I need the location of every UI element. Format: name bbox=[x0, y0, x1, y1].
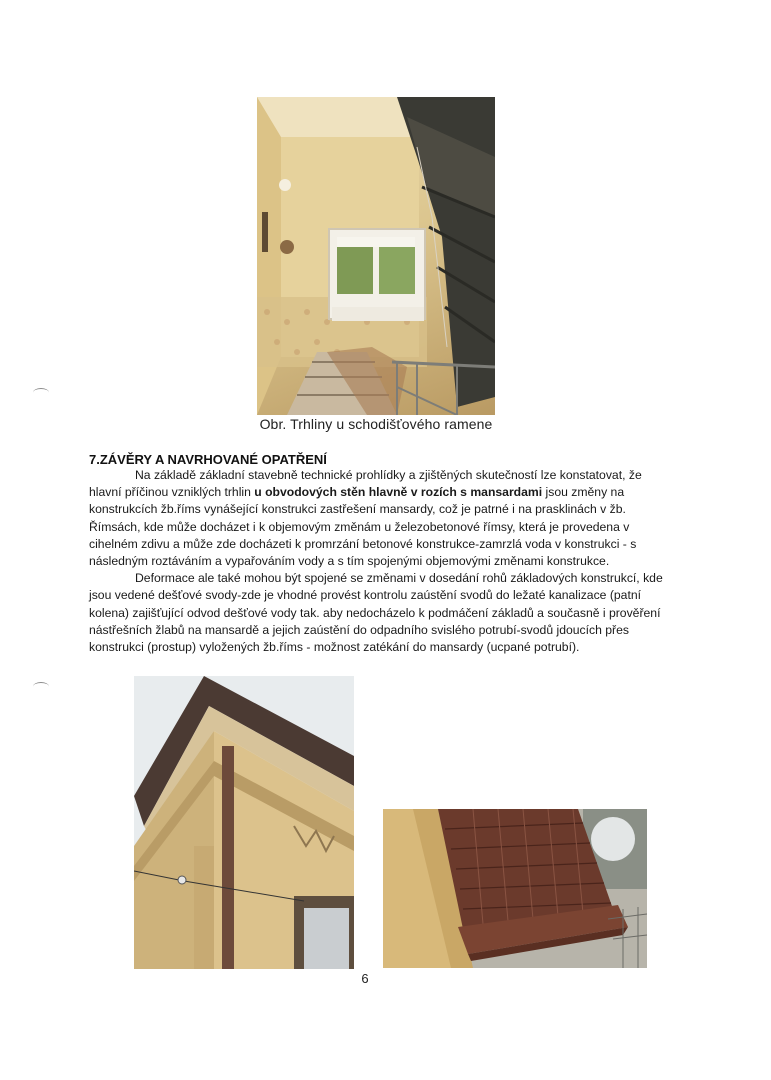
punch-hole-mark bbox=[33, 682, 49, 691]
gutter-photo bbox=[383, 809, 647, 968]
page-number: 6 bbox=[361, 971, 369, 986]
staircase-photo bbox=[257, 97, 495, 415]
cornice-photo bbox=[134, 676, 354, 969]
paragraph-1-start: Na základě základní stavebně technické prohlídky a zjištěných skutečností lze konstatovat, že hlavní příčinou vzniklých trhlin bbox=[89, 468, 642, 500]
paragraph-2: Deformace ale také mohou být spojené se změnami v dosedání rohů základových konstrukcí, kde jsou vedené dešťové svody-zde je vhodné provést kontrolu zaústění svodů do ležaté kanalizace (patní kolena) zajišťující odvod dešťové vody tak. aby nedocházelo k podmáčení základů a současně i prověření nástřešních žlabů na mansardě a jejich zaústění do odpadního svislého potrubí-svodů jdoucích přes konstrukci (prostup) vyložených žb.říms - možnost zatékání do mansardy (ucpané potrubí). bbox=[89, 571, 663, 655]
punch-hole-mark bbox=[33, 388, 49, 397]
figure-caption: Obr. Trhliny u schodišťového ramene bbox=[259, 416, 493, 432]
paragraph-1-emphasis: u obvodových stěn hlavně v rozích s mansardami bbox=[254, 485, 543, 500]
section-heading: 7.ZÁVĚRY A NAVRHOVANÉ OPATŘENÍ bbox=[89, 452, 327, 467]
paragraph-1 bbox=[89, 467, 669, 570]
section-body bbox=[89, 467, 669, 656]
paragraph-1-end: jsou změny na konstrukcích žb.říms vynášející konstrukci zastřešení mansardy, což je patrné i na prasklinách v žb. Římsách, kde může docházet i k objemovým změnám u železobetonové římsy, která je provedena v cihelném zdivu a může zde docházeti k promrzání betonové konstrukce-zamrzlá voda v konstrukci - s následným roztáváním a vypařováním vody a s tím spojenými objemovými změnami konstrukce. bbox=[89, 485, 637, 569]
